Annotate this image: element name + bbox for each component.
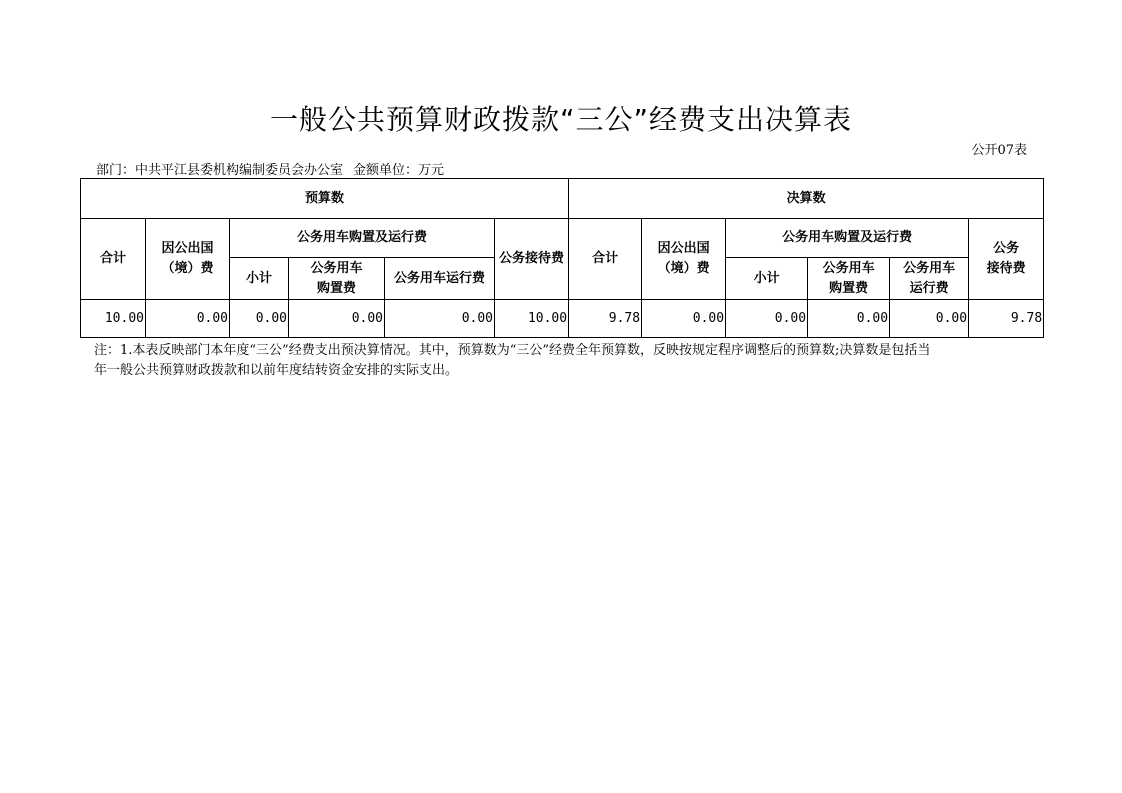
footnote-line-2: 年一般公共预算财政拨款和以前年度结转资金安排的实际支出。 — [94, 363, 459, 378]
purchase-line1: 公务用车 — [310, 260, 363, 276]
final-subtotal-value: 0.00 — [726, 300, 808, 338]
budget-reception-value: 10.00 — [495, 300, 569, 338]
budget-subtotal-header: 小计 — [230, 258, 289, 300]
purchase-line2: 购置费 — [829, 280, 869, 296]
budget-purchase-value: 0.00 — [289, 300, 385, 338]
three-public-expenses-table — [80, 178, 1044, 338]
abroad-line2: （境）费 — [161, 261, 214, 276]
budget-subtotal-value: 0.00 — [230, 300, 289, 338]
purchase-line1: 公务用车 — [822, 260, 875, 276]
purchase-line2: 购置费 — [316, 280, 356, 296]
department-line — [96, 159, 444, 178]
abroad-line1: 因公出国 — [161, 241, 214, 256]
final-operation-value: 0.00 — [890, 300, 969, 338]
unit-label: 金额单位：万元 — [353, 163, 445, 178]
budget-header: 预算数 — [81, 179, 569, 219]
budget-vehicle-group-header: 公务用车购置及运行费 — [230, 219, 495, 258]
budget-reception-header: 公务接待费 — [495, 219, 569, 300]
final-operation-header — [890, 258, 969, 300]
final-abroad-value: 0.00 — [642, 300, 726, 338]
final-abroad-header — [642, 219, 726, 300]
header-row-1 — [81, 179, 1044, 219]
final-vehicle-group-header: 公务用车购置及运行费 — [726, 219, 969, 258]
budget-purchase-header — [289, 258, 385, 300]
operation-line1: 公务用车 — [903, 260, 956, 276]
footnote-line-1: 注：1.本表反映部门本年度“三公”经费支出预决算情况。其中，预算数为“三公”经费全年预算数，反映按规定程序调整后的预算数;决算数是包括当 — [94, 343, 931, 358]
abroad-line2: （境）费 — [657, 261, 710, 276]
header-row-2 — [81, 219, 1044, 258]
final-purchase-value: 0.00 — [808, 300, 890, 338]
budget-abroad-value: 0.00 — [146, 300, 230, 338]
final-reception-header — [969, 219, 1044, 300]
final-total-header: 合计 — [569, 219, 642, 300]
budget-total-header: 合计 — [81, 219, 146, 300]
table-row — [81, 300, 1044, 338]
budget-operation-value: 0.00 — [385, 300, 495, 338]
budget-total-value: 10.00 — [81, 300, 146, 338]
footnote — [94, 341, 1034, 381]
final-total-value: 9.78 — [569, 300, 642, 338]
page-title: 一般公共预算财政拨款“三公”经费支出决算表 — [269, 103, 852, 136]
final-reception-value: 9.78 — [969, 300, 1044, 338]
final-subtotal-header: 小计 — [726, 258, 808, 300]
reception-line2: 接待费 — [986, 261, 1026, 276]
reception-line1: 公务 — [993, 241, 1020, 256]
budget-abroad-header — [146, 219, 230, 300]
operation-line2: 运行费 — [909, 280, 949, 296]
department-label: 部门：中共平江县委机构编制委员会办公室 — [96, 163, 344, 178]
final-purchase-header — [808, 258, 890, 300]
form-number: 公开07表 — [971, 143, 1027, 158]
final-header: 决算数 — [569, 179, 1044, 219]
abroad-line1: 因公出国 — [657, 241, 710, 256]
budget-operation-header: 公务用车运行费 — [385, 258, 495, 300]
